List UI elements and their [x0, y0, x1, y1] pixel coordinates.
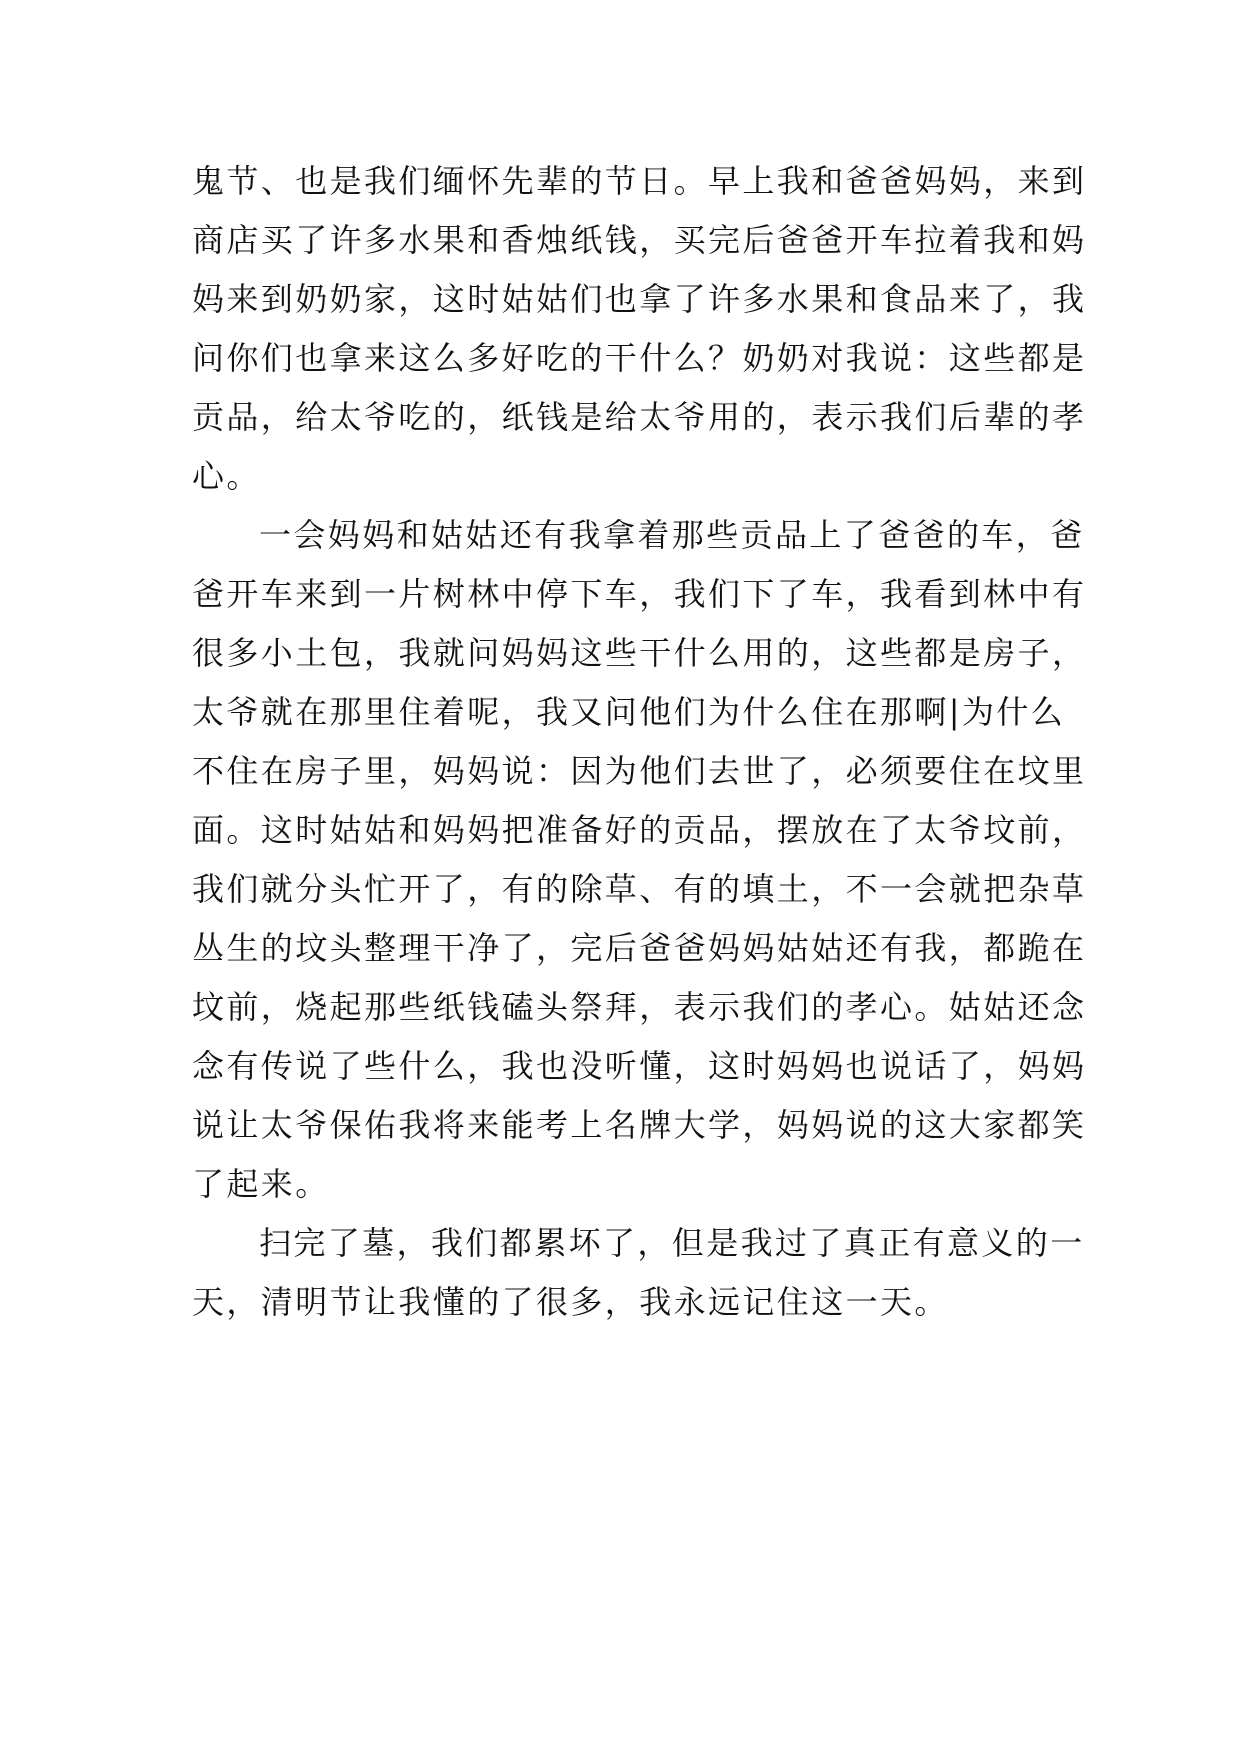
text-line: 很多小土包，我就问妈妈这些干什么用的，这些都是房子， — [192, 634, 1087, 672]
text-line: 天，清明节让我懂的了很多，我永远记住这一天。 — [192, 1283, 949, 1321]
text-line: 鬼节、也是我们缅怀先辈的节日。早上我和爸爸妈妈，来到 — [192, 162, 1087, 200]
text-line: 商店买了许多水果和香烛纸钱，买完后爸爸开车拉着我和妈 — [192, 221, 1087, 259]
text-line: 贡品，给太爷吃的，纸钱是给太爷用的，表示我们后辈的孝 — [192, 398, 1087, 436]
text-line: 了起来。 — [192, 1165, 330, 1203]
paragraph-3 — [192, 1214, 1085, 1332]
text-line: 坟前，烧起那些纸钱磕头祭拜，表示我们的孝心。姑姑还念 — [192, 988, 1087, 1026]
text-line: 念有传说了些什么，我也没听懂，这时妈妈也说话了，妈妈 — [192, 1047, 1087, 1085]
text-line: 扫完了墓，我们都累坏了，但是我过了真正有意义的一 — [259, 1224, 1085, 1262]
text-line: 问你们也拿来这么多好吃的干什么？奶奶对我说：这些都是 — [192, 339, 1087, 377]
document-body — [192, 152, 1087, 1332]
text-line: 一会妈妈和姑姑还有我拿着那些贡品上了爸爸的车，爸 — [259, 516, 1085, 554]
text-line: 说让太爷保佑我将来能考上名牌大学，妈妈说的这大家都笑 — [192, 1106, 1087, 1144]
text-line: 爸开车来到一片树林中停下车，我们下了车，我看到林中有 — [192, 575, 1087, 613]
text-line: 心。 — [192, 457, 261, 495]
paragraph-1 — [192, 152, 1087, 506]
text-line: 不住在房子里，妈妈说：因为他们去世了，必须要住在坟里 — [192, 752, 1087, 790]
text-line: 妈来到奶奶家，这时姑姑们也拿了许多水果和食品来了，我 — [192, 280, 1087, 318]
paragraph-2 — [192, 506, 1087, 1214]
text-line: 面。这时姑姑和妈妈把准备好的贡品，摆放在了太爷坟前， — [192, 811, 1087, 849]
text-line: 丛生的坟头整理干净了，完后爸爸妈妈姑姑还有我，都跪在 — [192, 929, 1087, 967]
text-line: 太爷就在那里住着呢，我又问他们为什么住在那啊|为什么 — [192, 693, 1066, 731]
text-line: 我们就分头忙开了，有的除草、有的填土，不一会就把杂草 — [192, 870, 1087, 908]
